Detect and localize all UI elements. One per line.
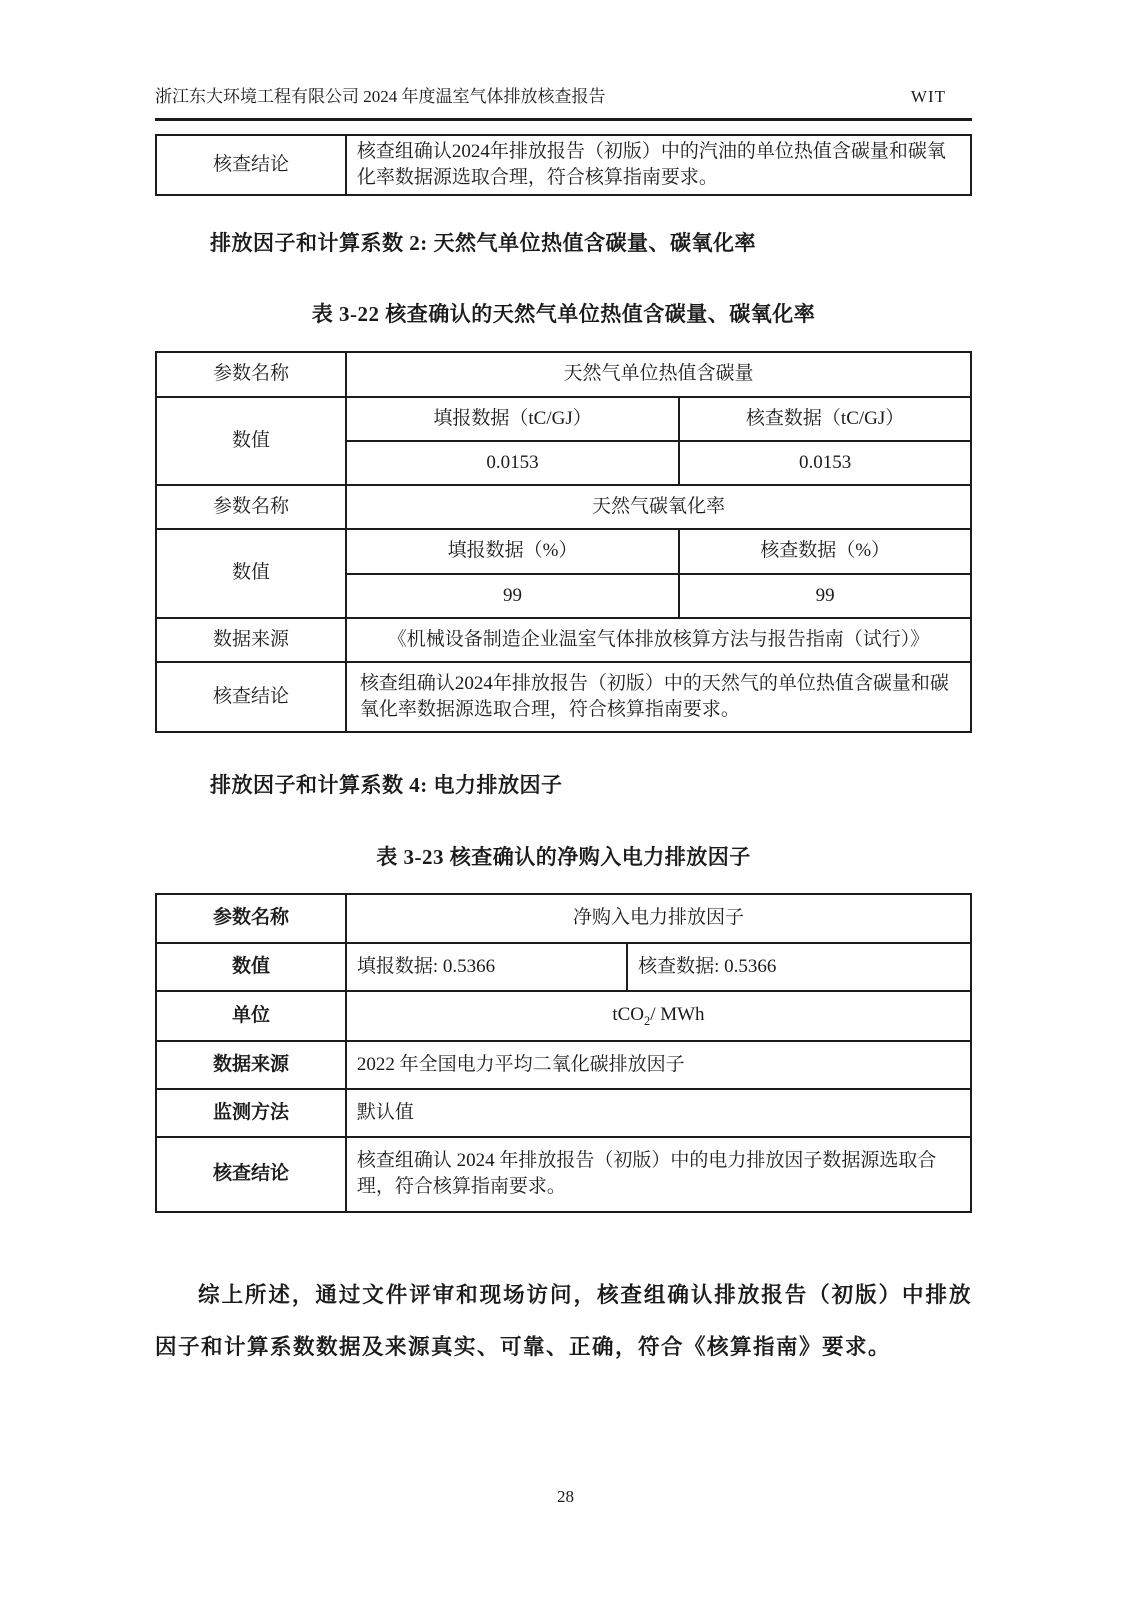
- table-row: [156, 894, 971, 942]
- table-row: [156, 135, 971, 195]
- table-row: [156, 1137, 971, 1211]
- unit-subscript: 2: [644, 1013, 651, 1028]
- reported-value-cell: 99: [346, 574, 679, 618]
- table-row: [156, 1041, 971, 1089]
- param-name-cell: 净购入电力排放因子: [346, 894, 971, 942]
- table-row: [156, 529, 971, 573]
- page-number: 28: [557, 1487, 574, 1506]
- reported-value-cell: 填报数据: 0.5366: [346, 943, 627, 991]
- section-heading-factor-2: 排放因子和计算系数 2: 天然气单位热值含碳量、碳氧化率: [210, 231, 756, 256]
- carryover-conclusion-table: [155, 134, 972, 196]
- conclusion-label-cell: 核查结论: [156, 135, 346, 195]
- param-label-cell: 参数名称: [156, 894, 346, 942]
- conclusion-label-cell: 核查结论: [156, 1137, 346, 1211]
- verified-header-cell: 核查数据（tC/GJ）: [679, 397, 971, 441]
- conclusion-text-cell: 核查组确认 2024 年排放报告（初版）中的电力排放因子数据源选取合理，符合核算指南要求。: [346, 1137, 971, 1211]
- param-name-cell: 天然气碳氧化率: [346, 485, 971, 529]
- table-row: [156, 397, 971, 441]
- header-logo: WIT: [910, 87, 946, 106]
- table-row: [156, 352, 971, 396]
- section-heading-factor-4: 排放因子和计算系数 4: 电力排放因子: [210, 773, 563, 798]
- page-header: [155, 82, 972, 121]
- unit-suffix: / MWh: [650, 1003, 705, 1025]
- verified-value-cell: 核查数据: 0.5366: [627, 943, 971, 991]
- table-row: [156, 618, 971, 662]
- unit-label-cell: 单位: [156, 991, 346, 1041]
- table-row: [156, 943, 971, 991]
- table-3-23: [155, 893, 972, 1212]
- param-label-cell: 参数名称: [156, 352, 346, 396]
- table-row: [156, 485, 971, 529]
- source-label-cell: 数据来源: [156, 1041, 346, 1089]
- table-3-23-caption: 表 3-23 核查确认的净购入电力排放因子: [376, 845, 751, 870]
- value-label-cell: 数值: [156, 943, 346, 991]
- method-text-cell: 默认值: [346, 1089, 971, 1137]
- value-label-cell: 数值: [156, 529, 346, 617]
- table-row: [156, 662, 971, 732]
- reported-value-cell: 0.0153: [346, 441, 679, 485]
- verified-value-cell: 0.0153: [679, 441, 971, 485]
- source-text-cell: 2022 年全国电力平均二氧化碳排放因子: [346, 1041, 971, 1089]
- summary-paragraph: 综上所述，通过文件评审和现场访问，核查组确认排放报告（初版）中排放因子和计算系数数据及来源真实、可靠、正确，符合《核算指南》要求。: [155, 1282, 972, 1359]
- table-3-22: [155, 351, 972, 733]
- table-3-22-caption: 表 3-22 核查确认的天然气单位热值含碳量、碳氧化率: [311, 302, 816, 327]
- verified-value-cell: 99: [679, 574, 971, 618]
- conclusion-label-cell: 核查结论: [156, 662, 346, 732]
- table-row: [156, 1089, 971, 1137]
- source-label-cell: 数据来源: [156, 618, 346, 662]
- reported-header-cell: 填报数据（%）: [346, 529, 679, 573]
- source-text-cell: 《机械设备制造企业温室气体排放核算方法与报告指南（试行）》: [346, 618, 971, 662]
- conclusion-text-cell: 核查组确认2024年排放报告（初版）中的汽油的单位热值含碳量和碳氧化率数据源选取合理，符合核算指南要求。: [346, 135, 971, 195]
- param-name-cell: 天然气单位热值含碳量: [346, 352, 971, 396]
- conclusion-text-cell: 核查组确认2024年排放报告（初版）中的天然气的单位热值含碳量和碳氧化率数据源选取合理，符合核算指南要求。: [346, 662, 971, 732]
- param-label-cell: 参数名称: [156, 485, 346, 529]
- value-label-cell: 数值: [156, 397, 346, 485]
- table-row: [156, 991, 971, 1041]
- reported-header-cell: 填报数据（tC/GJ）: [346, 397, 679, 441]
- unit-prefix: tCO: [612, 1003, 645, 1025]
- unit-value-cell: [346, 991, 971, 1041]
- header-title: 浙江东大环境工程有限公司 2024 年度温室气体排放核查报告: [155, 87, 606, 106]
- verified-header-cell: 核查数据（%）: [679, 529, 971, 573]
- method-label-cell: 监测方法: [156, 1089, 346, 1137]
